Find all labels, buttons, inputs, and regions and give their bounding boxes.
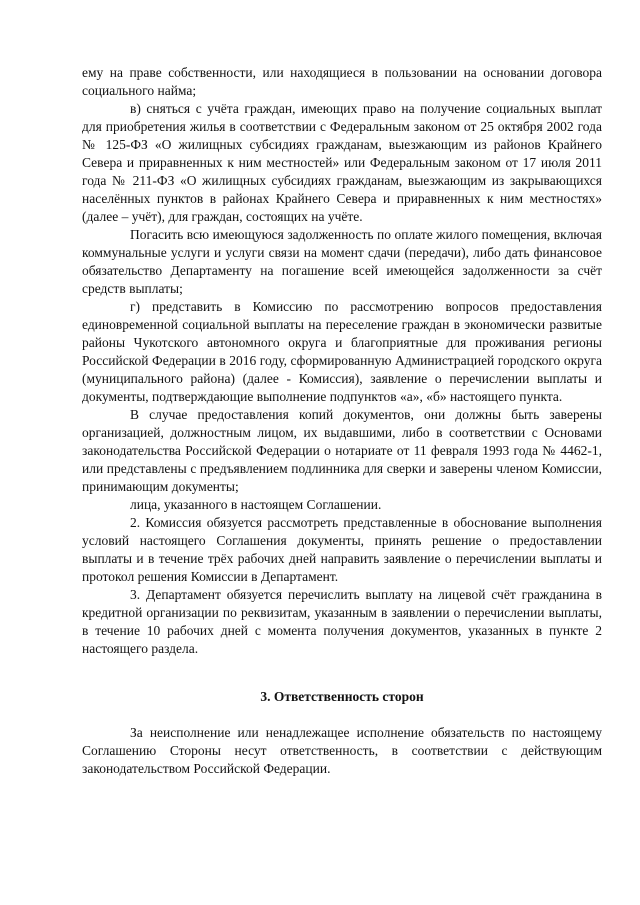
paragraph-person: лица, указанного в настоящем Соглашении. <box>130 497 382 512</box>
section-heading: 3. Ответственность сторон <box>260 689 424 704</box>
paragraph-responsibility: За неисполнение или ненадлежащее исполнение обязательств по настоящему Соглашению Стороны несут ответственность, в соответствии с действующим законодательством Российской Федерации. <box>82 725 602 776</box>
document-page <box>82 64 602 778</box>
paragraph-clause-3: 3. Департамент обязуется перечислить выплату на лицевой счёт гражданина в кредитной организации по реквизитам, указанным в заявлении о перечислении выплаты, в течение 10 рабочих дней с момента получения документов, указанных в пункте 2 настоящего раздела. <box>82 587 602 656</box>
paragraph-item-g: г) представить в Комиссию по рассмотрению вопросов предоставления единовременной социальной выплаты на переселение граждан в экономически развитые районы Чукотского автономного округа и благоприятные для проживания регионы Российской Федерации в 2016 году, сформированную Администрацией городского округа (муниципального района) (далее - Комиссия), заявление о перечислении выплаты и документы, подтверждающие выполнение подпунктов «а», «б» настоящего пункта. <box>82 299 602 404</box>
paragraph-clause-2: 2. Комиссия обязуется рассмотреть представленные в обоснование выполнения условий настоящего Соглашения документы, принять решение о предоставлении выплаты и в течение трёх рабочих дней направить заявление о перечислении выплаты и протокол решения Комиссии в Департамент. <box>82 515 602 584</box>
paragraph-continuation: ему на праве собственности, или находящиеся в пользовании на основании договора социального найма; <box>82 65 602 98</box>
paragraph-debt: Погасить всю имеющуюся задолженность по оплате жилого помещения, включая коммунальные услуги и услуги связи на момент сдачи (передачи), либо дать финансовое обязательство Департаменту на погашение всей имеющейся задолженности за счёт средств выплаты; <box>82 227 602 296</box>
paragraph-copies: В случае предоставления копий документов, они должны быть заверены организацией, должностным лицом, их выдавшими, либо в соответствии с Основами законодательства Российской Федерации о нотариате от 11 февраля 1993 года № 4462-1, или представлены с предъявлением подлинника для сверки и заверены членом Комиссии, принимающим документы; <box>82 407 602 494</box>
paragraph-item-v: в) сняться с учёта граждан, имеющих право на получение социальных выплат для приобретения жилья в соответствии с Федеральным законом от 25 октября 2002 года № 125-ФЗ «О жилищных субсидиях гражданам, выезжающим из районов Крайнего Севера и приравненных к ним местностей» или Федеральным законом от 17 июля 2011 года № 211-ФЗ «О жилищных субсидиях гражданам, выезжающим из закрывающихся населённых пунктов в районах Крайнего Севера и приравненных к ним местностях» (далее – учёт), для граждан, состоящих на учёте. <box>82 101 602 224</box>
